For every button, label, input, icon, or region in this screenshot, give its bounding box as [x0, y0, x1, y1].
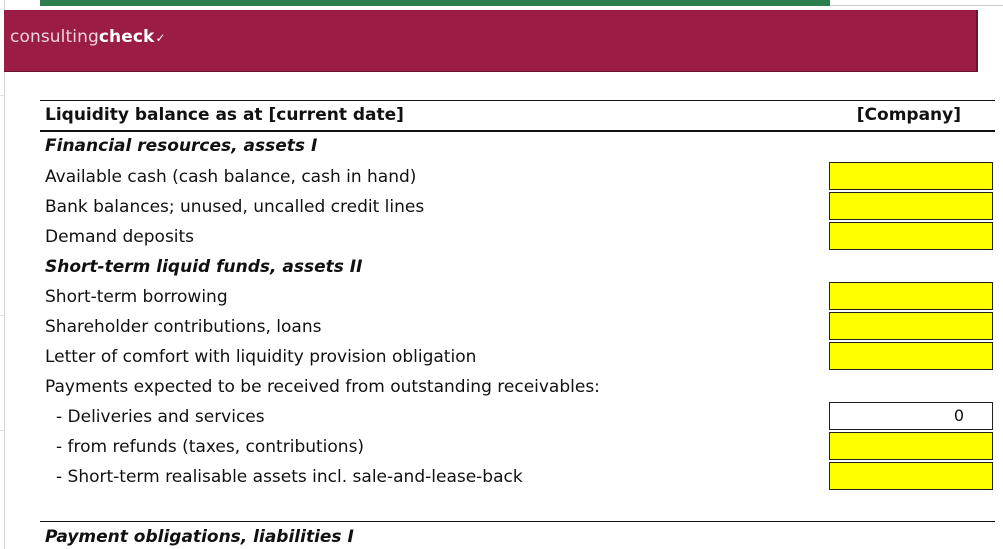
company-column-header[interactable]: [Company] [856, 105, 961, 125]
row-shareholder-contributions[interactable]: Shareholder contributions, loans [45, 317, 322, 337]
sheet-gridline [0, 315, 4, 316]
input-cell-refunds[interactable] [829, 432, 993, 460]
section-assets-1[interactable]: Financial resources, assets I [45, 136, 318, 156]
row-expected-payments[interactable]: Payments expected to be received from outstanding receivables: [45, 377, 600, 397]
value-cell-deliveries[interactable]: 0 [829, 402, 993, 430]
row-realisable-assets[interactable]: - Short-term realisable assets incl. sale-and-lease-back [56, 467, 523, 487]
selection-strip [40, 0, 830, 6]
section-assets-2[interactable]: Short-term liquid funds, assets II [45, 257, 363, 277]
row-refunds[interactable]: - from refunds (taxes, contributions) [56, 437, 365, 457]
input-cell-shareholder-contributions[interactable] [829, 312, 993, 340]
check-mark-icon: ✓ [155, 31, 166, 45]
logo-bold-text: check [98, 27, 155, 47]
row-short-term-borrowing[interactable]: Short-term borrowing [45, 287, 228, 307]
logo-light-text: consulting [10, 27, 99, 47]
input-cell-available-cash[interactable] [829, 162, 993, 190]
section-divider-rule [40, 521, 995, 522]
table-header-rule [40, 130, 995, 132]
sheet-top-border [830, 0, 1003, 6]
consultingcheck-logo [10, 27, 166, 47]
header-banner [4, 10, 978, 72]
table-title[interactable]: Liquidity balance as at [current date] [45, 105, 404, 125]
section-liabilities-1[interactable]: Payment obligations, liabilities I [45, 527, 354, 547]
sheet-row-header-edge [0, 0, 5, 549]
input-cell-letter-of-comfort[interactable] [829, 342, 993, 370]
sheet-gridline [0, 95, 4, 96]
row-demand-deposits[interactable]: Demand deposits [45, 227, 195, 247]
input-cell-demand-deposits[interactable] [829, 222, 993, 250]
table-top-rule [40, 100, 995, 101]
input-cell-realisable-assets[interactable] [829, 462, 993, 490]
input-cell-bank-balances[interactable] [829, 192, 993, 220]
input-cell-short-term-borrowing[interactable] [829, 282, 993, 310]
sheet-gridline [0, 430, 4, 431]
row-deliveries-services[interactable]: - Deliveries and services [56, 407, 265, 427]
row-available-cash[interactable]: Available cash (cash balance, cash in hand) [45, 167, 417, 187]
row-bank-balances[interactable]: Bank balances; unused, uncalled credit lines [45, 197, 425, 217]
row-letter-of-comfort[interactable]: Letter of comfort with liquidity provision obligation [45, 347, 477, 367]
